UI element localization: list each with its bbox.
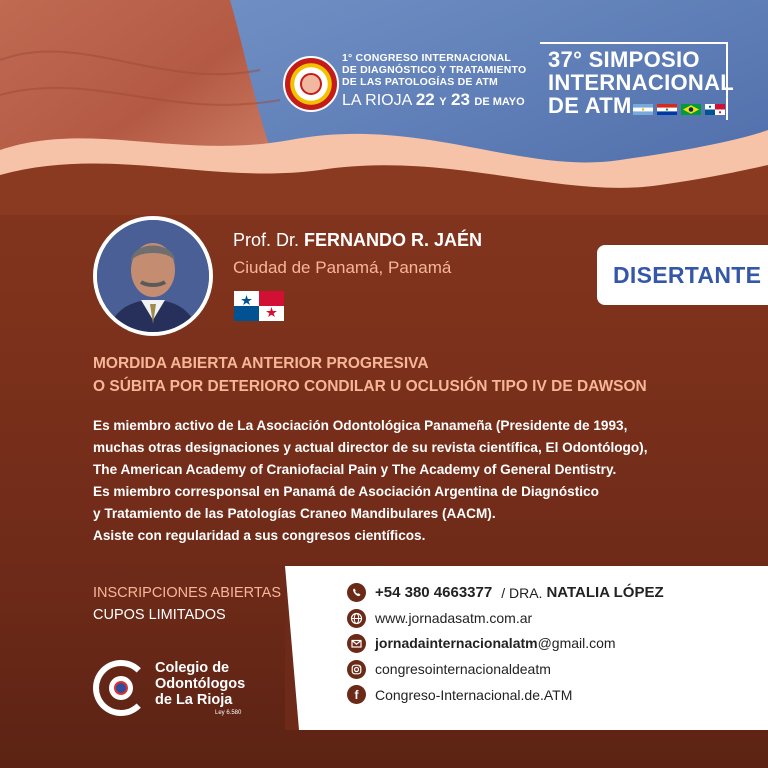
contact-facebook[interactable]: Congreso-Internacional.de.ATM bbox=[375, 686, 573, 703]
speaker-name bbox=[233, 228, 482, 252]
speaker-photo bbox=[93, 216, 213, 336]
contact-instagram[interactable]: congresointernacionaldeatm bbox=[375, 661, 551, 678]
congress-day2: 23 bbox=[451, 90, 470, 109]
colegio-logo-block bbox=[93, 660, 245, 716]
registration-open: INSCRIPCIONES ABIERTAS bbox=[93, 585, 282, 601]
contact-email-row[interactable] bbox=[347, 631, 768, 657]
bio-line: muchas otras designaciones y actual director de su revista científica, El Odontólogo), bbox=[93, 440, 648, 455]
congress-info bbox=[342, 52, 527, 111]
simposio-line3: DE ATM bbox=[548, 93, 632, 118]
speaker-bio bbox=[93, 415, 647, 547]
argentina-flag-icon bbox=[633, 104, 653, 115]
contact-phone-row[interactable] bbox=[347, 580, 768, 606]
globe-icon bbox=[347, 609, 366, 628]
topic-line1: MORDIDA ABIERTA ANTERIOR PROGRESIVA bbox=[93, 355, 429, 372]
bio-line: Asiste con regularidad a sus congresos científicos. bbox=[93, 528, 426, 543]
congress-title-line1: 1° CONGRESO INTERNACIONAL bbox=[342, 52, 512, 64]
contact-phone[interactable]: +54 380 4663377 bbox=[375, 584, 493, 602]
panama-flag-icon bbox=[705, 104, 725, 115]
contact-name: NATALIA LÓPEZ bbox=[546, 584, 664, 602]
brazil-flag-icon bbox=[681, 104, 701, 115]
congress-seal-logo bbox=[283, 56, 339, 112]
talk-topic bbox=[93, 352, 647, 398]
congress-conj: Y bbox=[439, 96, 447, 108]
speaker-fullname: FERNANDO R. JAÉN bbox=[304, 230, 483, 250]
contact-website[interactable]: www.jornadasatm.com.ar bbox=[375, 610, 533, 627]
email-user: jornadainternacionalatm bbox=[375, 634, 538, 651]
mail-icon bbox=[347, 634, 366, 653]
contact-separator: / DRA. bbox=[501, 584, 543, 601]
congress-title-line2: DE DIAGNÓSTICO Y TRATAMIENTO bbox=[342, 64, 527, 76]
colegio-emblem-dot bbox=[114, 681, 128, 695]
congress-title-line3: DE LAS PATOLOGÍAS DE ATM bbox=[342, 76, 498, 88]
facebook-icon: f bbox=[347, 685, 366, 704]
bio-line: Es miembro corresponsal en Panamá de Asociación Argentina de Diagnóstico bbox=[93, 484, 599, 499]
speaker-city: Ciudad de Panamá, Panamá bbox=[233, 258, 452, 277]
topic-line2: O SÚBITA POR DETERIORO CONDILAR U OCLUSIÓN TIPO IV DE DAWSON bbox=[93, 378, 647, 395]
contact-facebook-row[interactable] bbox=[347, 682, 768, 708]
congress-month: DE MAYO bbox=[474, 96, 525, 108]
bio-line: Es miembro activo de La Asociación Odontológica Panameña (Presidente de 1993, bbox=[93, 418, 628, 433]
speaker-title: Prof. Dr. bbox=[233, 230, 300, 250]
contact-instagram-row[interactable] bbox=[347, 657, 768, 683]
speaker-portrait bbox=[97, 220, 209, 332]
colegio-line3: de La Rioja bbox=[155, 692, 233, 708]
colegio-emblem bbox=[109, 676, 133, 700]
seal-emblem bbox=[300, 73, 322, 95]
simposio-line2: INTERNACIONAL bbox=[548, 70, 735, 95]
contact-panel bbox=[285, 566, 768, 730]
simposio-line1: 37° SIMPOSIO bbox=[548, 47, 700, 72]
speaker-role-badge: DISERTANTE bbox=[597, 245, 768, 305]
colegio-logo-icon bbox=[93, 660, 149, 716]
registration-notice bbox=[93, 582, 281, 626]
panama-flag-icon bbox=[234, 291, 284, 321]
instagram-icon bbox=[347, 660, 366, 679]
whatsapp-icon bbox=[347, 583, 366, 602]
bio-line: The American Academy of Craniofacial Pain y The Academy of General Dentistry. bbox=[93, 462, 617, 477]
congress-day1: 22 bbox=[415, 90, 435, 109]
country-flags bbox=[633, 104, 725, 115]
contact-website-row[interactable] bbox=[347, 606, 768, 632]
colegio-law: Ley 6.580 bbox=[215, 710, 242, 716]
speaker-info bbox=[233, 228, 482, 278]
colegio-line1: Colegio de bbox=[155, 660, 230, 676]
email-domain: @gmail.com bbox=[537, 634, 616, 651]
paraguay-flag-icon bbox=[657, 104, 677, 115]
contact-email[interactable] bbox=[375, 635, 616, 653]
colegio-name bbox=[155, 660, 245, 716]
bio-line: y Tratamiento de las Patologías Craneo Mandibulares (AACM). bbox=[93, 506, 496, 521]
limited-seats: CUPOS LIMITADOS bbox=[93, 607, 226, 623]
congress-date bbox=[342, 91, 527, 111]
colegio-line2: Odontólogos bbox=[155, 676, 246, 692]
congress-location: LA RIOJA bbox=[342, 92, 412, 109]
